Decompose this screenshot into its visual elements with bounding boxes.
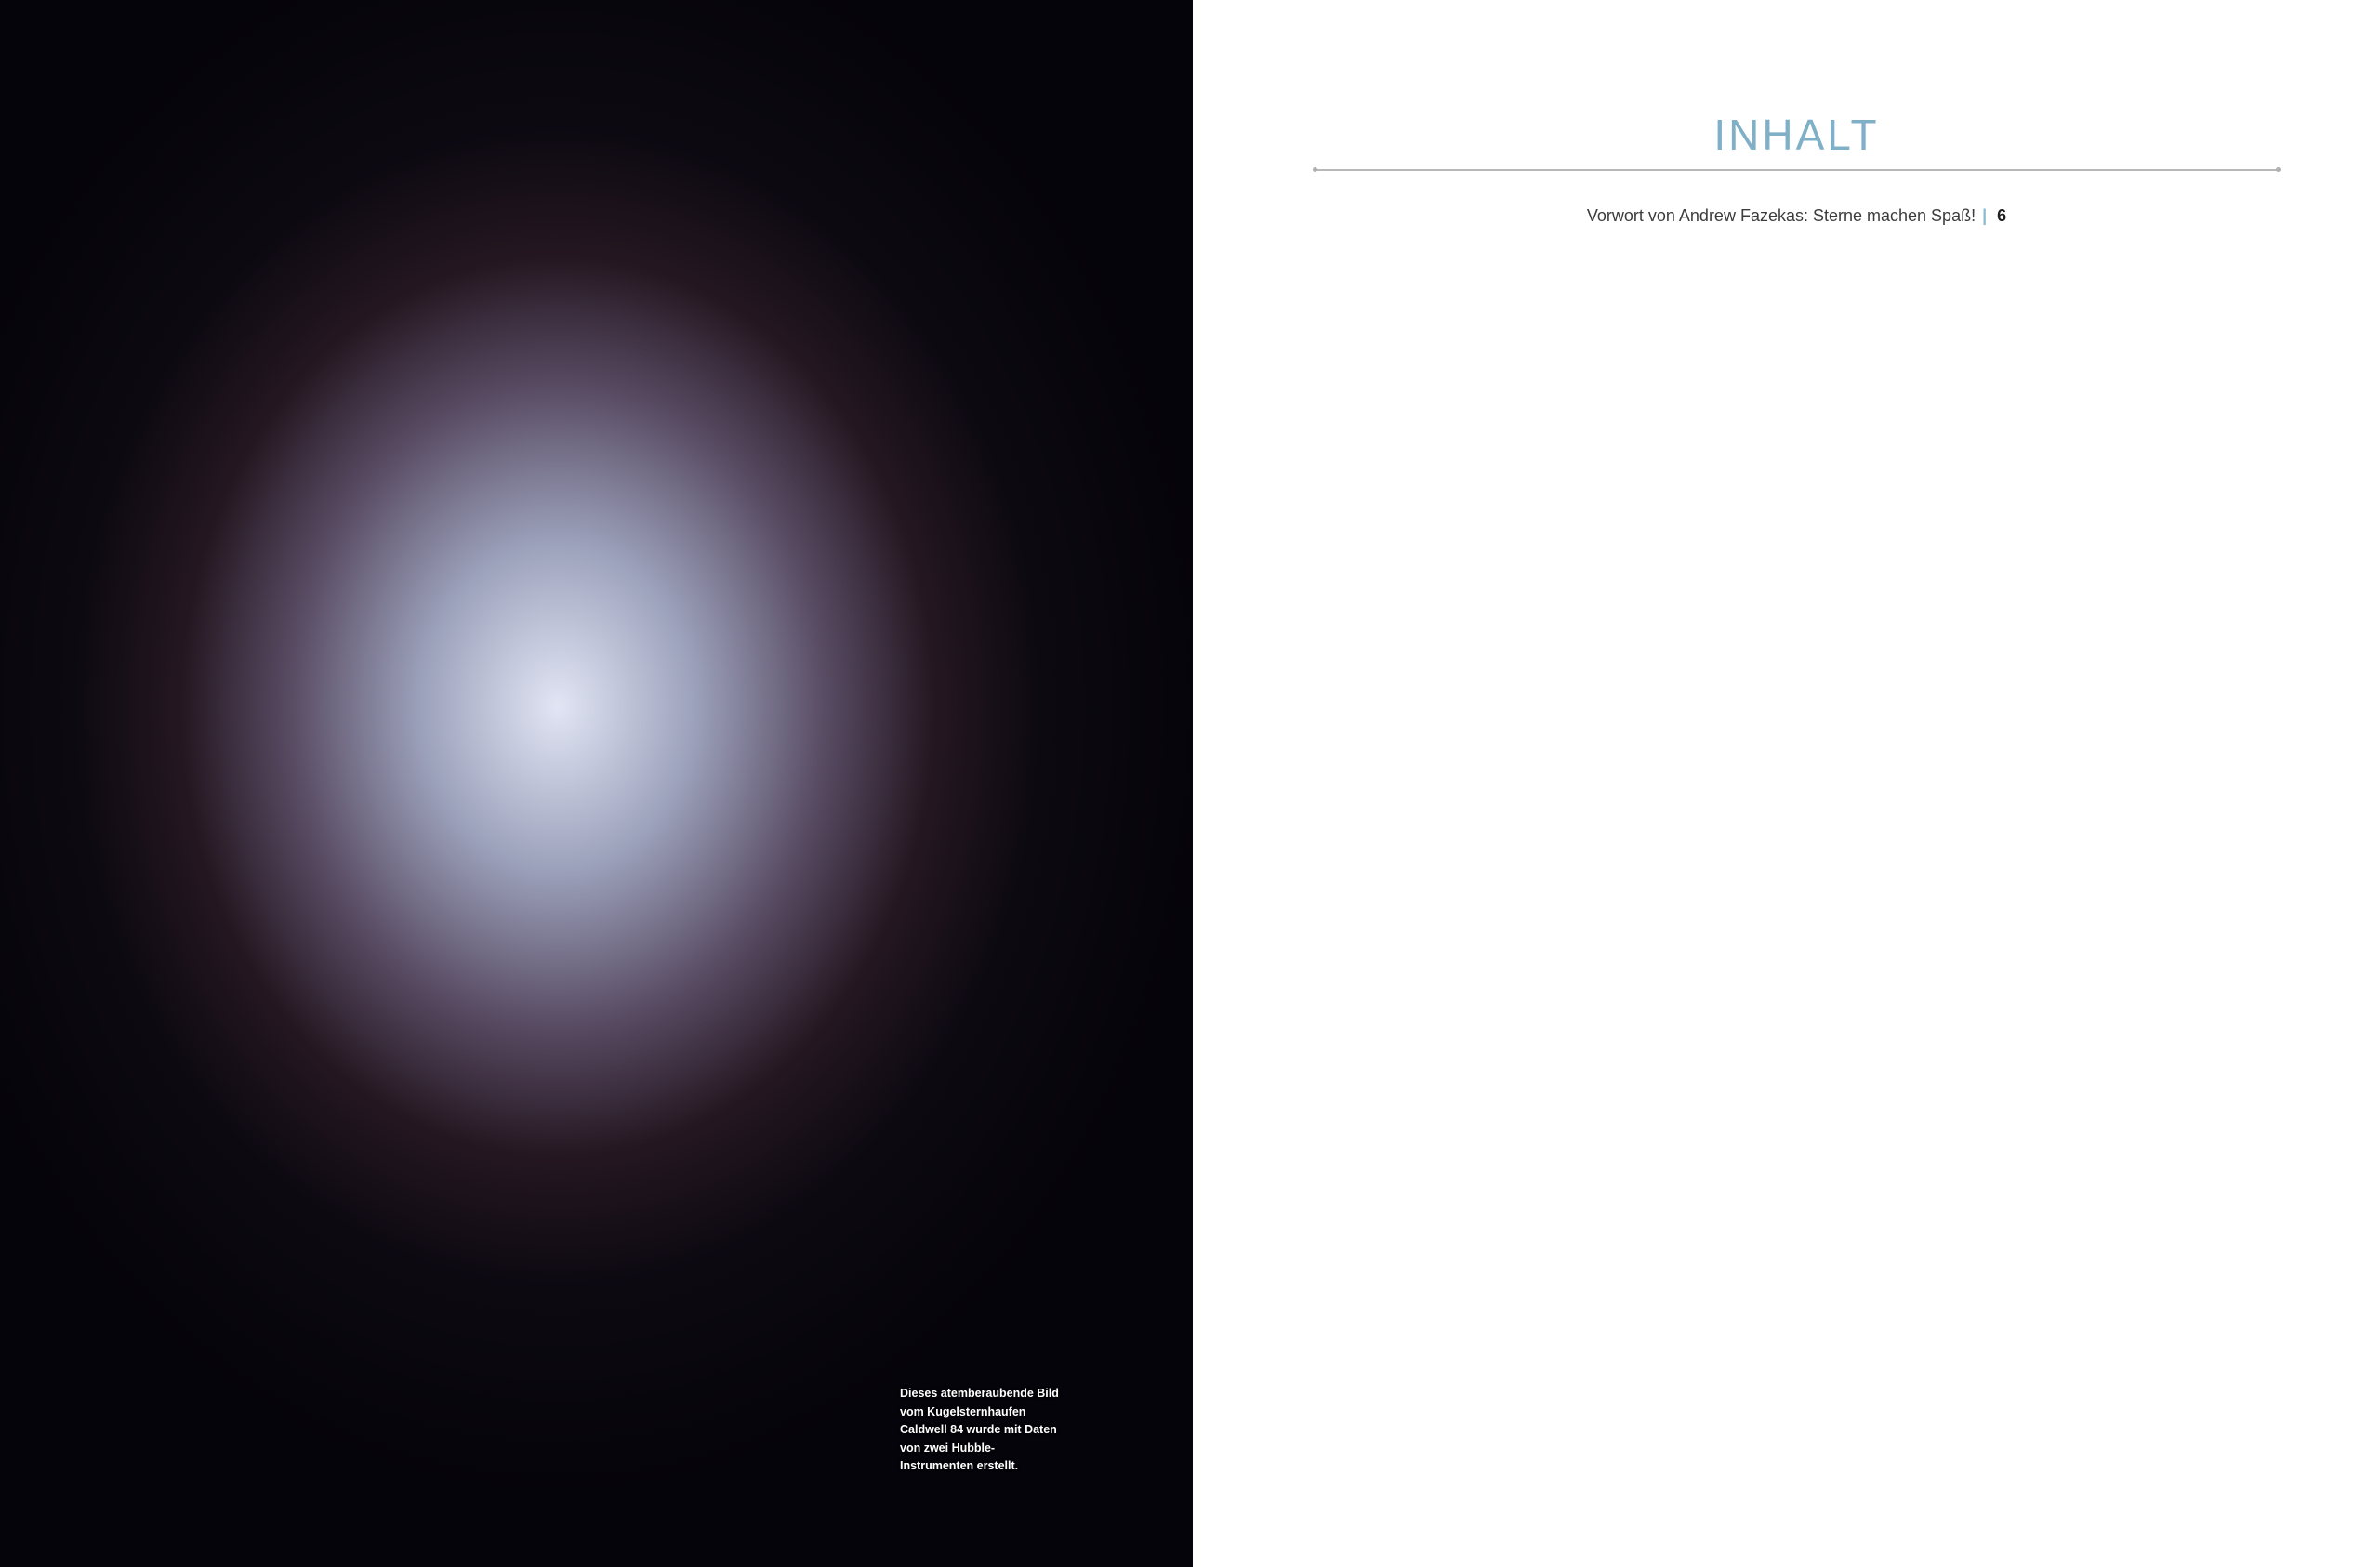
toc-title: INHALT bbox=[1713, 111, 1880, 159]
table-of-contents bbox=[1316, 0, 2278, 1567]
photo-caption: Dieses atemberaubende Bild vom Kugelsternhaufen Caldwell 84 wurde mit Daten von zwei Hubble-Instrumenten erstellt. bbox=[900, 1387, 1059, 1472]
toc-line bbox=[1316, 204, 2278, 227]
toc-entry-label: Vorwort von Andrew Fazekas: Sterne machen Spaß! bbox=[1586, 206, 1977, 225]
title-divider bbox=[1316, 169, 2278, 171]
toc-entry-page: 6 bbox=[1997, 206, 2007, 225]
separator-bar: | bbox=[1982, 206, 1988, 225]
